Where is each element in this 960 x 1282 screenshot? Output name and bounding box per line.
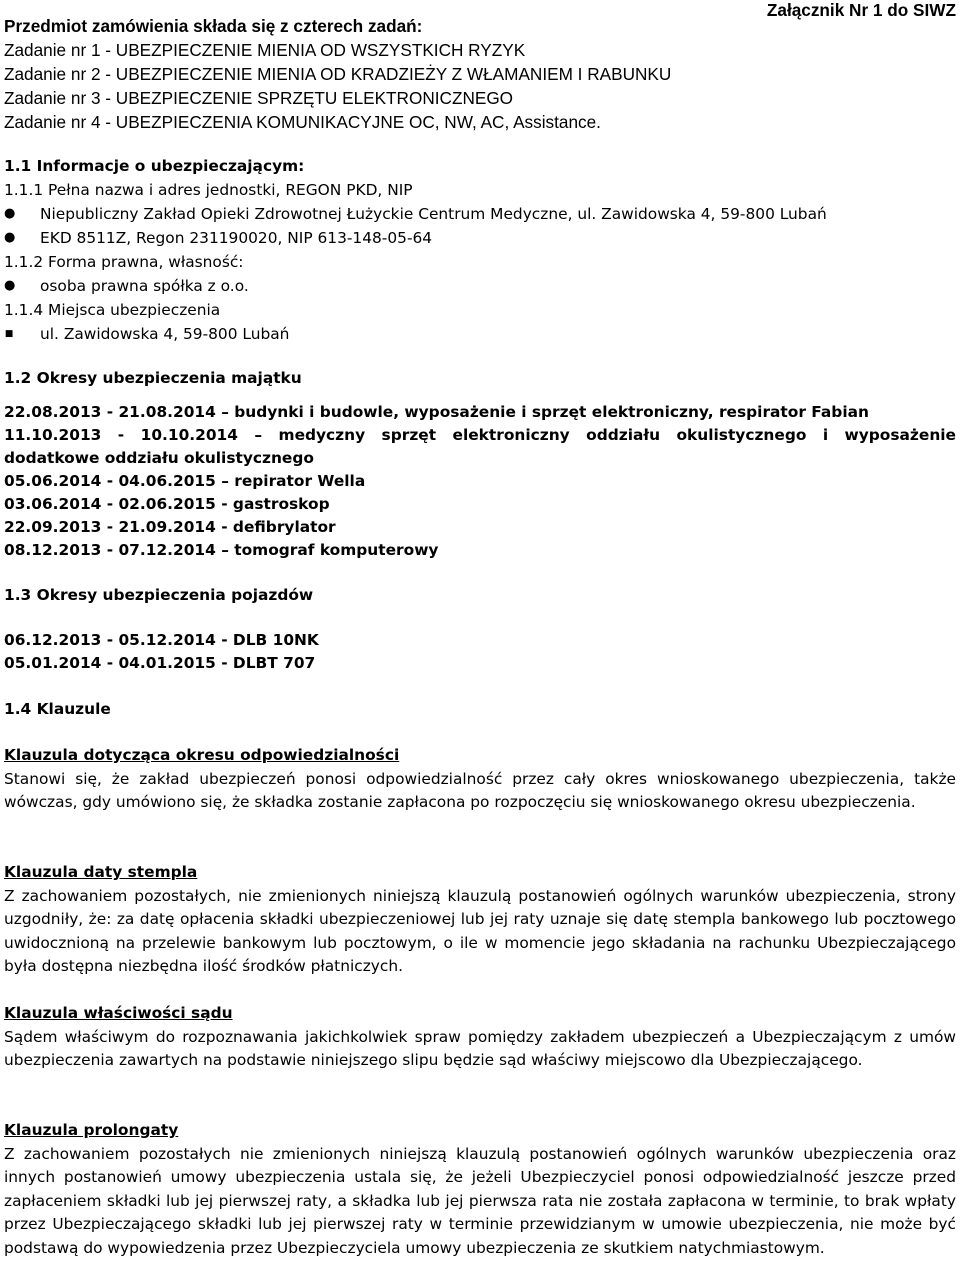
subsection-1-1-4: 1.1.4 Miejsca ubezpieczenia (4, 301, 221, 319)
clause-text: Z zachowaniem pozostałych nie zmienionych niniejszą klauzulą postanowień ogólnych warunków ubezpieczenia oraz innych postanowień umowy ubezpieczenia ustala się, że jeżeli Ubezpieczyciel ponosi odpowiedzialność jeszcze przed zapłaceniem składki lub jej pierwszej raty, a składka lub jej pierwsza rata nie została zapłacona w terminie, to brak wpłaty przez Ubezpieczającego składki lub jej pierwszej raty w terminie przewidzianym w umowie ubezpieczenia, nie może być podstawą do wypowiedzenia przez Ubezpieczyciela umowy ubezpieczenia ze skutkiem natychmiastowym. (4, 1145, 956, 1257)
vehicle-row: 06.12.2013 - 05.12.2014 - DLB 10NK (4, 631, 319, 649)
bullet-square-icon: ■ (4, 329, 14, 339)
task-item: Zadanie nr 1 - UBEZPIECZENIE MIENIA OD WSZYSTKICH RYZYK (4, 40, 526, 60)
bullet-text: EKD 8511Z, Regon 231190020, NIP 613-148-05-64 (40, 229, 433, 247)
clause-text: Stanowi się, że zakład ubezpieczeń ponosi odpowiedzialność przez cały okres wnioskowanego ubezpieczenia, także wówczas, gdy umówiono się, że składka zostanie zapłacona po rozpoczęciu się wnioskowanego okresu ubezpieczenia. (4, 770, 956, 812)
period-row: 08.12.2013 - 07.12.2014 – tomograf komputerowy (4, 541, 439, 559)
period-row: 03.06.2014 - 02.06.2015 - gastroskop (4, 495, 330, 513)
clause-title: Klauzula właściwości sądu (4, 1004, 233, 1022)
bullet-dot-icon: ● (4, 230, 16, 245)
period-row: 22.09.2013 - 21.09.2014 - defibrylator (4, 518, 336, 536)
order-intro: Przedmiot zamówienia składa się z czterech zadań: (4, 16, 423, 36)
clause-title: Klauzula dotycząca okresu odpowiedzialności (4, 746, 400, 764)
clause-text: Z zachowaniem pozostałych, nie zmienionych niniejszą klauzulą postanowień ogólnych warunków ubezpieczenia, strony uzgodniły, że: za datę opłacenia składki ubezpieczeniowej lub jej raty uznaje się datę stempla bankowego lub pocztowego uwidocznioną na przelewie bankowym lub pocztowym, o ile w momencie jego składania na rachunku Ubezpieczającego była dostępna niezbędna ilość środków płatniczych. (4, 887, 956, 976)
clause-title: Klauzula prolongaty (4, 1121, 179, 1139)
section-1-1-title: 1.1 Informacje o ubezpieczającym: (4, 157, 305, 175)
task-item: Zadanie nr 4 - UBEZPIECZENIA KOMUNIKACYJNE OC, NW, AC, Assistance. (4, 112, 601, 132)
bullet-text: osoba prawna spółka z o.o. (40, 277, 249, 295)
attachment-label: Załącznik Nr 1 do SIWZ (766, 0, 956, 20)
subsection-1-1-1: 1.1.1 Pełna nazwa i adres jednostki, REGON PKD, NIP (4, 181, 413, 199)
period-row: 22.08.2013 - 21.08.2014 – budynki i budowle, wyposażenie i sprzęt elektroniczny, respirator Fabian (4, 403, 869, 421)
task-item: Zadanie nr 3 - UBEZPIECZENIE SPRZĘTU ELEKTRONICZNEGO (4, 88, 514, 108)
bullet-text: ul. Zawidowska 4, 59-800 Lubań (40, 325, 290, 343)
period-row: 11.10.2013 - 10.10.2014 – medyczny sprzęt elektroniczny oddziału okulistycznego i wyposażenie (4, 426, 956, 444)
clause-title: Klauzula daty stempla (4, 863, 198, 881)
period-row: 05.06.2014 - 04.06.2015 – repirator Wella (4, 472, 366, 490)
vehicle-row: 05.01.2014 - 04.01.2015 - DLBT 707 (4, 654, 316, 672)
task-item: Zadanie nr 2 - UBEZPIECZENIE MIENIA OD KRADZIEŻY Z WŁAMANIEM I RABUNKU (4, 64, 672, 84)
clause-text: Sądem właściwym do rozpoznawania jakichkolwiek spraw pomiędzy zakładem ubezpieczeń a Ubezpieczającym z umów ubezpieczenia zawartych na podstawie niniejszego slipu będzie sąd właściwy miejscowo dla Ubezpieczającego. (4, 1028, 956, 1070)
subsection-1-1-2: 1.1.2 Forma prawna, własność: (4, 253, 244, 271)
section-1-3-title: 1.3 Okresy ubezpieczenia pojazdów (4, 586, 314, 604)
bullet-text: Niepubliczny Zakład Opieki Zdrowotnej Łużyckie Centrum Medyczne, ul. Zawidowska 4, 59-800 Lubań (40, 205, 827, 223)
bullet-dot-icon: ● (4, 278, 16, 293)
section-1-4-title: 1.4 Klauzule (4, 700, 111, 718)
section-1-2-title: 1.2 Okresy ubezpieczenia majątku (4, 369, 302, 387)
bullet-dot-icon: ● (4, 206, 16, 221)
period-row: dodatkowe oddziału okulistycznego (4, 449, 314, 467)
